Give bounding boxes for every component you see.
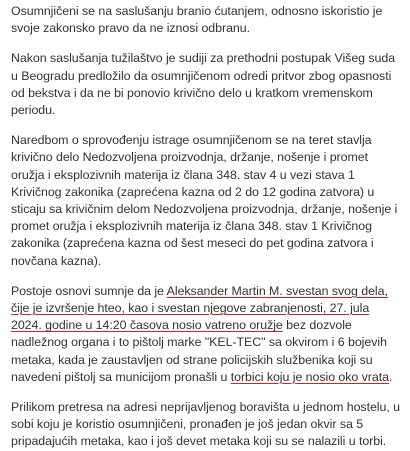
paragraph-detention-proposal: Nakon saslušanja tužilaštvo je sudiji za prethodni postupak Višeg suda u Beogradu predložilo da osumnjičenom odredi pritvor zbog opasnosti od bekstva i da ne bi ponovio krivično delo u kratkom vremenskom periodu.	[11, 51, 396, 118]
suspicion-text-middle: bez dozvole nadležnog organa i to pištolj marke "KEL-TEC" sa okvirom i 6 bojevih metaka, kada je zaustavljen od strane policijskih službenika koji su navedeni pištolj sa municijom pronašli u	[11, 318, 387, 384]
paragraph-defense: Osumnjičeni se na saslušanju branio ćutanjem, odnosno iskoristio je svoje zakonsko pravo da ne iznosi odbranu.	[11, 4, 383, 36]
suspicion-text-after: .	[388, 369, 393, 384]
paragraph-suspicion	[11, 283, 400, 386]
paragraph-charges: Naredbom o sprovođenju istrage osumnjičenom se na teret stavlja krivično delo Nedozvoljena proizvodnja, držanje, nošenje i promet oružja i eksplozivnih materija iz člana 348. stav 4 u vezi stava 1 Krivičnog zakonika (zaprećena kazna od 2 do 12 godina zatvora) u sticaju sa krivičnim delom Nedozvoljena proizvodnja, držanje, nošenje i promet oružja i eksplozivnih materija iz člana 348. stav 1 Krivičnog zakonika (zaprećena kazna od šest meseci do pet godina zatvora i novčana kazna).	[11, 133, 398, 268]
paragraph-search: Prilikom pretresa na adresi neprijavljenog boravišta u jednom hostelu, u sobi koju je koristio osumnjičeni, pronađen je još jedan okvir sa 5 pripadajućih metaka, kao i još devet metaka koji su se nalazili u torbi.	[11, 400, 400, 449]
highlighted-phrase-suspect: Aleksander Martin M. svestan svog dela, čije je izvršenje hteo, kao i svestan njegove zabranjenosti, 27. jula 2024. godine u 14:20 časova nosio vatreno oružje	[11, 283, 388, 333]
suspicion-text-before: Postoje osnovi sumnje da je	[11, 283, 167, 298]
highlighted-phrase-bag: torbici koju je nosio oko vrata	[230, 369, 389, 384]
